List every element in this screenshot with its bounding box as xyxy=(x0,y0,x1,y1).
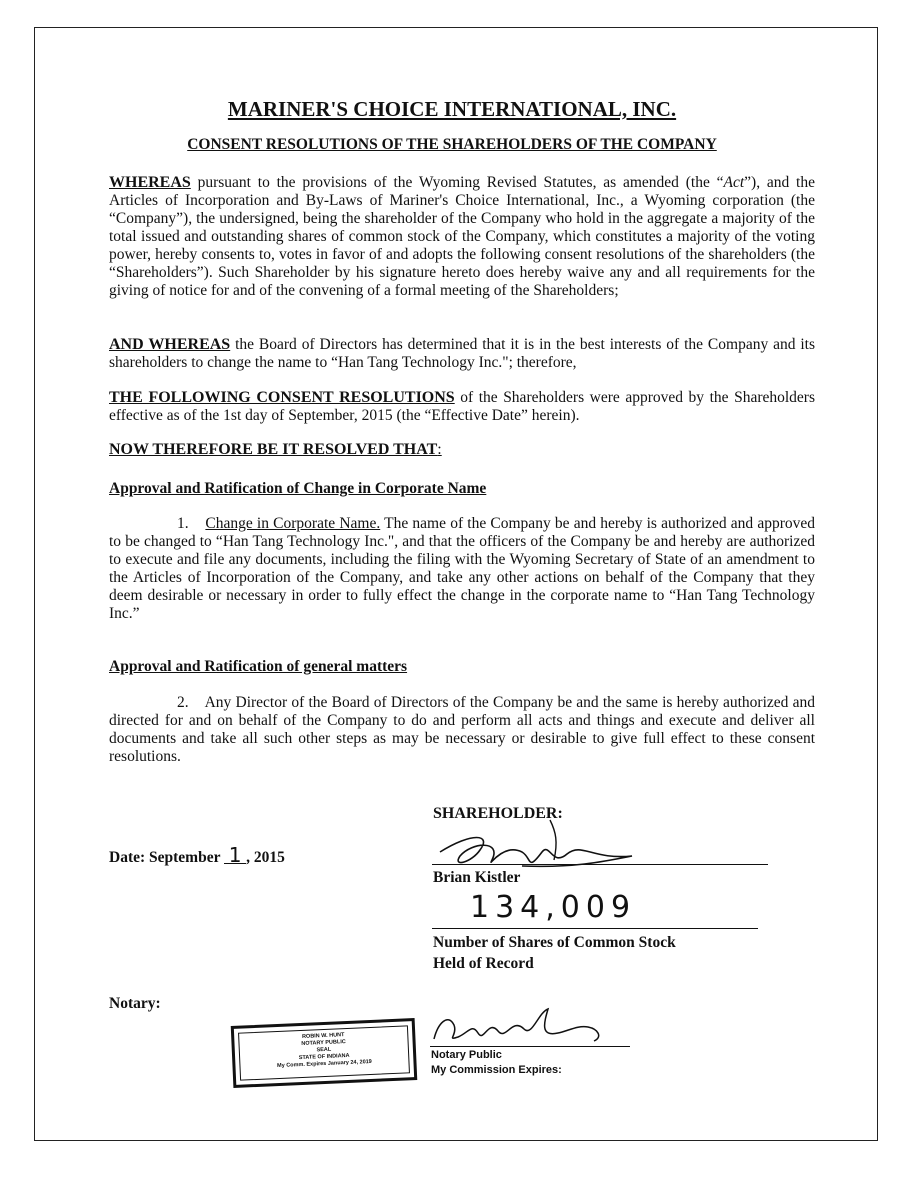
shares-line xyxy=(432,928,758,929)
notary-label: Notary: xyxy=(109,995,161,1012)
shares-handwritten: 134,009 xyxy=(470,890,637,925)
item-1-number: 1. xyxy=(177,515,189,532)
date-field xyxy=(109,843,285,867)
date-label: Date: September xyxy=(109,849,221,866)
whereas-act: Act xyxy=(723,174,745,191)
now-therefore-text: NOW THEREFORE BE IT RESOLVED THAT xyxy=(109,441,438,458)
following-paragraph xyxy=(109,389,815,425)
date-year: , 2015 xyxy=(246,849,285,866)
notary-signature-line xyxy=(430,1046,630,1047)
now-therefore-heading xyxy=(109,441,442,459)
stamp-line2: NOTARY PUBLIC xyxy=(301,1039,346,1047)
stamp-line3: SEAL xyxy=(316,1046,332,1054)
following-lead: THE FOLLOWING CONSENT RESOLUTIONS xyxy=(109,389,455,406)
notary-public-label: Notary Public xyxy=(431,1049,502,1061)
document-subtitle: CONSENT RESOLUTIONS OF THE SHAREHOLDERS OF THE COMPANY xyxy=(187,136,717,153)
notary-stamp-inner-border xyxy=(238,1025,410,1080)
section-heading-1: Approval and Ratification of Change in Corporate Name xyxy=(109,480,487,497)
whereas-paragraph xyxy=(109,174,815,300)
and-whereas-paragraph xyxy=(109,336,815,372)
signer-name: Brian Kistler xyxy=(433,869,521,886)
and-whereas-text: the Board of Directors has determined that it is in the best interests of the Company and its shareholders to change the name to “Han Tang Technology Inc."; therefore, xyxy=(109,336,816,371)
item-1-text: The name of the Company be and hereby is authorized and approved to be changed to “Han Tang Technology Inc.", and that the officers of the Company be and hereby are authorized to execute and file any documents, including the filing with the Wyoming Secretary of State of an amendment to the Articles of Incorporation of the Company, and take any other actions on behalf of the Company that they deem desirable or necessary in order to fully effect the change in the corporate name to “Han Tang Technology Inc.” xyxy=(109,515,816,622)
now-therefore-colon: : xyxy=(437,441,442,458)
item-1-caption: Change in Corporate Name. xyxy=(205,515,381,532)
shareholder-signature-line xyxy=(432,864,768,865)
shares-label-line1: Number of Shares of Common Stock xyxy=(433,934,676,951)
whereas-text-b: ”), and the Articles of Incorporation and By-Laws of Mariner's Choice International, Inc., a Wyoming corporation (the “Company”), the undersigned, being the shareholder of the Company who hold in the aggregate a majority of the total issued and outstanding shares of common stock of the Company, which constitutes a majority of the voting power, hereby consents to, votes in favor of and adopts the following consent resolutions of the shareholders (the “Shareholders”). Such Shareholder by his signature hereto does hereby waive any and all requirements for the giving of notice for and of the convening of a formal meeting of the Shareholders; xyxy=(109,174,815,299)
section-heading-2: Approval and Ratification of general matters xyxy=(109,658,408,675)
resolution-item-2 xyxy=(109,694,815,766)
item-2-text: Any Director of the Board of Directors of the Company be and the same is hereby authorized and directed for and on behalf of the Company to do and perform all acts and things and execute and deliver all documents and take all such other steps as may be necessary or desirable to give full effect to these consent resolutions. xyxy=(109,694,815,765)
following-text: of the Shareholders were approved by the Shareholders effective as of the 1st day of September, 2015 (the “Effective Date” herein). xyxy=(109,389,815,424)
item-2-number: 2. xyxy=(177,694,189,711)
document-title: MARINER'S CHOICE INTERNATIONAL, INC. xyxy=(227,97,677,121)
stamp-line1: ROBIN W. HUNT xyxy=(301,1032,345,1040)
commission-label: My Commission Expires: xyxy=(431,1064,562,1076)
notary-stamp xyxy=(231,1018,418,1088)
date-day-handwritten: 1 xyxy=(224,847,246,864)
stamp-line4: STATE OF INDIANA xyxy=(298,1052,350,1062)
whereas-text-a: pursuant to the provisions of the Wyoming Revised Statutes, as amended (the “ xyxy=(190,174,724,191)
whereas-lead: WHEREAS xyxy=(109,174,191,191)
resolution-item-1 xyxy=(109,515,815,623)
shareholder-label: SHAREHOLDER: xyxy=(433,805,563,822)
stamp-line5: My Comm. Expires January 24, 2019 xyxy=(277,1058,372,1070)
shares-label xyxy=(433,932,676,974)
shares-label-line2: Held of Record xyxy=(433,955,534,972)
and-whereas-lead: AND WHEREAS xyxy=(109,336,231,353)
